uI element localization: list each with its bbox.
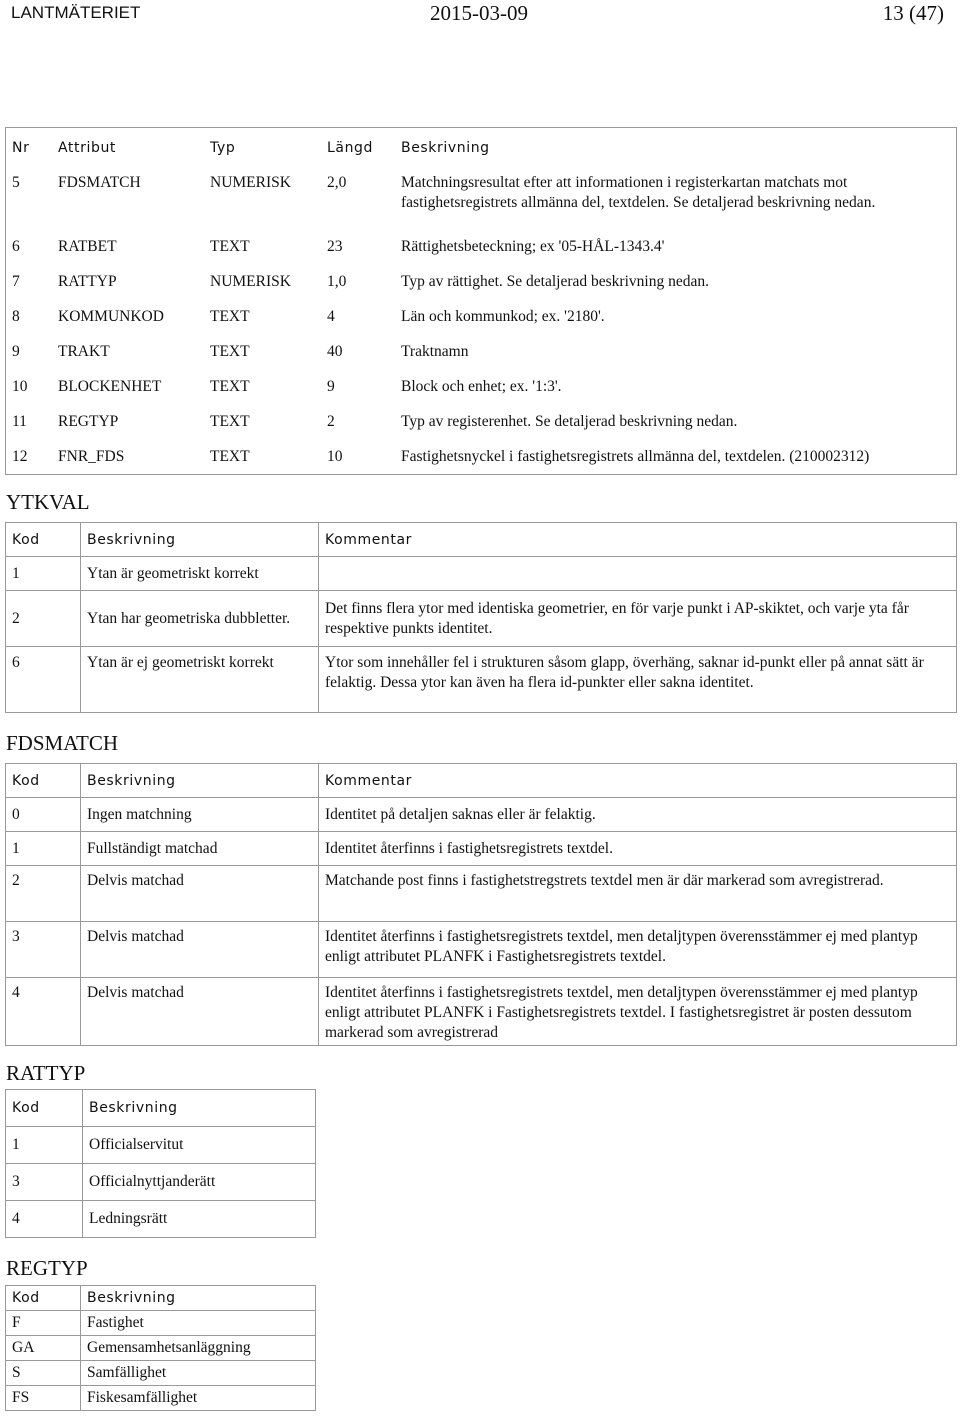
code-cell: 2 — [6, 866, 81, 922]
header-beskrivning: Beskrivning — [401, 140, 490, 156]
attribute-table-header — [6, 128, 957, 169]
description-cell: Delvis matchad — [81, 978, 319, 1046]
table-row — [6, 334, 957, 369]
header-beskrivning: Beskrivning — [83, 1090, 316, 1127]
code-cell: 2 — [6, 591, 81, 647]
document-date: 2015-03-09 — [430, 1, 528, 25]
attr-length: 1,0 — [327, 272, 347, 290]
code-cell: FS — [6, 1386, 81, 1411]
table-row — [6, 1336, 316, 1361]
attr-type: NUMERISK — [210, 272, 291, 290]
attr-description: Län och kommunkod; ex. '2180'. — [401, 307, 605, 325]
code-cell: F — [6, 1311, 81, 1336]
description-cell: Fastighet — [81, 1311, 316, 1336]
description-cell: Ytan är geometriskt korrekt — [81, 557, 319, 591]
table-row — [6, 866, 957, 922]
attr-description: Matchningsresultat efter att informationen i registerkartan matchats mot fastighetsregistrets allmänna del, textdelen. Se detaljerad beskrivning nedan. — [401, 174, 876, 211]
description-cell: Samfällighet — [81, 1361, 316, 1386]
attr-nr: 5 — [12, 174, 20, 191]
attr-name: TRAKT — [58, 342, 110, 360]
fdsmatch-table — [5, 763, 957, 1046]
comment-cell: Matchande post finns i fastighetstregstrets textdel men är där markerad som avregistrerad. — [319, 866, 957, 922]
rattyp-table-header — [6, 1090, 316, 1127]
header-typ: Typ — [210, 140, 236, 156]
comment-cell: Det finns flera ytor med identiska geometrier, en för varje punkt i AP-skiktet, och varje yta får respektive punkts identitet. — [319, 591, 957, 647]
attr-type: TEXT — [210, 342, 250, 360]
attr-name: FDSMATCH — [58, 174, 141, 191]
header-kod: Kod — [6, 1286, 81, 1311]
description-cell: Ingen matchning — [81, 798, 319, 832]
attr-description: Traktnamn — [401, 342, 469, 360]
rattyp-title: RATTYP — [6, 1061, 86, 1085]
attr-description: Block och enhet; ex. '1:3'. — [401, 377, 562, 395]
table-row — [6, 1386, 316, 1411]
code-cell: 3 — [6, 1164, 83, 1201]
attr-length: 10 — [327, 447, 343, 465]
comment-cell: Identitet återfinns i fastighetsregistrets textdel, men detaljtypen överensstämmer ej med plantyp enligt attributet PLANFK i Fastighetsregistrets textdel. — [319, 922, 957, 978]
attr-type: TEXT — [210, 447, 250, 465]
attr-nr: 6 — [12, 237, 20, 255]
description-cell: Fiskesamfällighet — [81, 1386, 316, 1411]
organization-name: LANTMÄTERIET — [11, 3, 141, 22]
attr-nr: 8 — [12, 307, 20, 325]
attr-name: FNR_FDS — [58, 447, 125, 465]
code-cell: 0 — [6, 798, 81, 832]
description-cell: Gemensamhetsanläggning — [81, 1336, 316, 1361]
header-beskrivning: Beskrivning — [81, 1286, 316, 1311]
table-row — [6, 439, 957, 475]
description-cell: Officialservitut — [83, 1127, 316, 1164]
table-row — [6, 922, 957, 978]
header-kommentar: Kommentar — [319, 764, 957, 798]
attribute-table — [5, 127, 957, 475]
table-row — [6, 798, 957, 832]
code-cell: 6 — [6, 647, 81, 713]
regtyp-table — [5, 1285, 316, 1411]
attr-type: NUMERISK — [210, 174, 291, 191]
table-row — [6, 557, 957, 591]
table-row — [6, 647, 957, 713]
attr-nr: 12 — [12, 447, 28, 465]
header-kod: Kod — [6, 523, 81, 557]
header-beskrivning: Beskrivning — [81, 523, 319, 557]
table-row — [6, 369, 957, 404]
attr-length: 2 — [327, 412, 335, 430]
table-row — [6, 1201, 316, 1238]
code-cell: 1 — [6, 1127, 83, 1164]
table-row — [6, 299, 957, 334]
attr-nr: 7 — [12, 272, 20, 290]
comment-cell: Identitet återfinns i fastighetsregistrets textdel. — [319, 832, 957, 866]
attr-name: RATTYP — [58, 272, 117, 290]
code-cell: 4 — [6, 1201, 83, 1238]
table-row — [6, 168, 957, 229]
code-cell: GA — [6, 1336, 81, 1361]
regtyp-title: REGTYP — [6, 1256, 88, 1280]
comment-cell: Ytor som innehåller fel i strukturen såsom glapp, överhäng, saknar id-punkt eller på annat sätt är felaktig. Dessa ytor kan även ha flera id-punkter eller sakna identitet. — [319, 647, 957, 713]
header-beskrivning: Beskrivning — [81, 764, 319, 798]
description-cell: Delvis matchad — [81, 866, 319, 922]
fdsmatch-table-header — [6, 764, 957, 798]
attr-description: Rättighetsbeteckning; ex '05-HÅL-1343.4' — [401, 237, 665, 255]
table-row — [6, 1164, 316, 1201]
code-cell: S — [6, 1361, 81, 1386]
table-row — [6, 404, 957, 439]
ytkval-table — [5, 522, 957, 713]
description-cell: Ledningsrätt — [83, 1201, 316, 1238]
comment-cell: Identitet återfinns i fastighetsregistrets textdel, men detaljtypen överensstämmer ej med plantyp enligt attributet PLANFK i Fastighetsregistrets textdel. I fastighetsregistret är posten dessutom markerad som avregistrerad — [319, 978, 957, 1046]
description-cell: Fullständigt matchad — [81, 832, 319, 866]
attr-length: 23 — [327, 237, 343, 255]
table-row — [6, 978, 957, 1046]
attr-nr: 11 — [12, 412, 27, 430]
attr-description: Typ av registerenhet. Se detaljerad beskrivning nedan. — [401, 412, 738, 430]
table-row — [6, 1127, 316, 1164]
attr-name: REGTYP — [58, 412, 119, 430]
code-cell: 4 — [6, 978, 81, 1046]
comment-cell — [319, 557, 957, 591]
attr-name: BLOCKENHET — [58, 377, 162, 395]
header-attribut: Attribut — [58, 140, 117, 156]
table-row — [6, 591, 957, 647]
attr-length: 4 — [327, 307, 335, 325]
attr-nr: 10 — [12, 377, 28, 395]
attr-name: RATBET — [58, 237, 117, 255]
attr-type: TEXT — [210, 377, 250, 395]
attr-description: Typ av rättighet. Se detaljerad beskrivning nedan. — [401, 272, 709, 290]
attr-type: TEXT — [210, 237, 250, 255]
attr-length: 40 — [327, 342, 343, 360]
code-cell: 3 — [6, 922, 81, 978]
attr-type: TEXT — [210, 412, 250, 430]
description-cell: Delvis matchad — [81, 922, 319, 978]
header-nr: Nr — [12, 140, 30, 156]
rattyp-table — [5, 1089, 316, 1238]
attr-name: KOMMUNKOD — [58, 307, 164, 325]
attr-type: TEXT — [210, 307, 250, 325]
description-cell: Ytan har geometriska dubbletter. — [81, 591, 319, 647]
attr-length: 9 — [327, 377, 335, 395]
table-row — [6, 229, 957, 264]
attr-length: 2,0 — [327, 174, 347, 191]
header-kommentar: Kommentar — [319, 523, 957, 557]
description-cell: Ytan är ej geometriskt korrekt — [81, 647, 319, 713]
table-row — [6, 1361, 316, 1386]
header-kod: Kod — [6, 764, 81, 798]
fdsmatch-title: FDSMATCH — [6, 731, 119, 755]
page-header — [0, 0, 960, 30]
header-kod: Kod — [6, 1090, 83, 1127]
page-number: 13 (47) — [882, 1, 944, 25]
ytkval-title: YTKVAL — [6, 490, 90, 514]
code-cell: 1 — [6, 832, 81, 866]
attr-description: Fastighetsnyckel i fastighetsregistrets allmänna del, textdelen. (210002312) — [401, 447, 870, 465]
ytkval-table-header — [6, 523, 957, 557]
code-cell: 1 — [6, 557, 81, 591]
table-row — [6, 1311, 316, 1336]
table-row — [6, 832, 957, 866]
attr-nr: 9 — [12, 342, 20, 360]
comment-cell: Identitet på detaljen saknas eller är felaktig. — [319, 798, 957, 832]
table-row — [6, 264, 957, 299]
description-cell: Officialnyttjanderätt — [83, 1164, 316, 1201]
regtyp-table-header — [6, 1286, 316, 1311]
header-langd: Längd — [327, 140, 374, 156]
